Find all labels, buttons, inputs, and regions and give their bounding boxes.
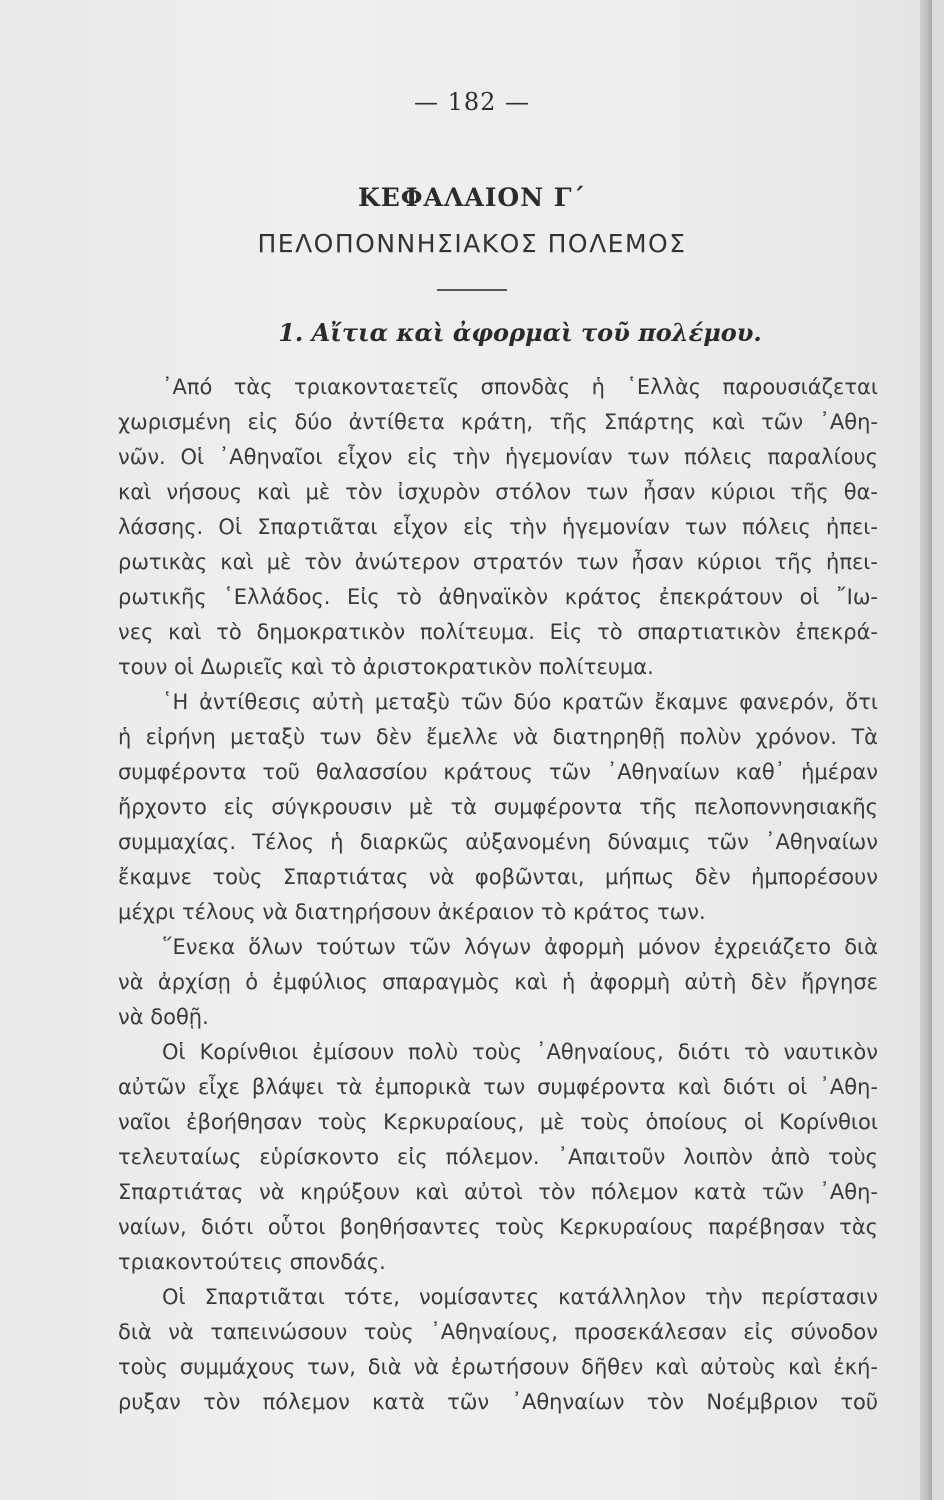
text-line: τελευταίως εὑρίσκοντο εἰς πόλεμον. ᾿Απαιτοῦν λοιπὸν ἀπὸ τοὺς [118, 1145, 878, 1169]
text-line: αὐτῶν εἶχε βλάψει τὰ ἐμπορικὰ των συμφέροντα καὶ διότι οἱ ᾿Αθη- [118, 1075, 878, 1099]
text-line: ρυξαν τὸν πόλεμον κατὰ τῶν ᾿Αθηναίων τὸν Νοέμβριον τοῦ [118, 1390, 878, 1414]
text-line: Οἱ Κορίνθιοι ἐμίσουν πολὺ τοὺς ᾿Αθηναίους, διότι τὸ ναυτικὸν [162, 1040, 878, 1064]
text-line: τουν οἱ Δωριεῖς καὶ τὸ ἀριστοκρατικὸν πολίτευμα. [118, 655, 654, 679]
text-line: τριακοντούτεις σπονδάς. [118, 1250, 386, 1274]
text-line: ναίων, διότι οὗτοι βοηθήσαντες τοὺς Κερκυραίους παρέβησαν τὰς [118, 1215, 878, 1239]
text-line: ῾Η ἀντίθεσις αὐτὴ μεταξὺ τῶν δύο κρατῶν ἔκαμνε φανερόν, ὅτι [162, 690, 878, 714]
text-line: νες καὶ τὸ δημοκρατικὸν πολίτευμα. Εἰς τὸ σπαρτιατικὸν ἐπεκρά- [118, 620, 878, 644]
text-line: νὰ ἀρχίσῃ ὁ ἐμφύλιος σπαραγμὸς καὶ ἡ ἀφορμὴ αὐτὴ δὲν ἤργησε [118, 970, 878, 994]
text-line: τοὺς συμμάχους των, διὰ νὰ ἐρωτήσουν δῆθεν καὶ αὐτοὺς καὶ ἐκή- [118, 1355, 878, 1379]
text-line: νῶν. Οἱ ᾿Αθηναῖοι εἶχον εἰς τὴν ἡγεμονίαν των πόλεις παραλίους [118, 445, 878, 469]
text-line: λάσσης. Οἱ Σπαρτιᾶται εἶχον εἰς τὴν ἡγεμονίαν των πόλεις ἠπει- [118, 515, 878, 539]
text-line: ῞Ενεκα ὅλων τούτων τῶν λόγων ἀφορμὴ μόνον ἐχρειάζετο διὰ [162, 935, 878, 959]
title-divider [437, 289, 507, 291]
text-line: ναῖοι ἐβοήθησαν τοὺς Κερκυραίους, μὲ τοὺς ὁποίους οἱ Κορίνθιοι [118, 1110, 878, 1134]
chapter-subtitle: ΠΕΛΟΠΟΝΝΗΣΙΑΚΟΣ ΠΟΛΕΜΟΣ [257, 229, 687, 258]
body-text [118, 370, 878, 1420]
text-line: ἤρχοντο εἰς σύγκρουσιν μὲ τὰ συμφέροντα τῆς πελοποννησιακῆς [118, 795, 878, 819]
page-edge [920, 0, 932, 1500]
text-line: νὰ δοθῇ. [118, 1005, 209, 1029]
text-line: συμφέροντα τοῦ θαλασσίου κράτους τῶν ᾿Αθηναίων καθ᾿ ἡμέραν [118, 760, 878, 784]
text-line: διὰ νὰ ταπεινώσουν τοὺς ᾿Αθηναίους, προσεκάλεσαν εἰς σύνοδον [118, 1320, 878, 1344]
page-number: — 182 — [413, 88, 531, 116]
text-line: χωρισμένη εἰς δύο ἀντίθετα κράτη, τῆς Σπάρτης καὶ τῶν ᾿Αθη- [118, 410, 878, 434]
text-line: ἔκαμνε τοὺς Σπαρτιάτας νὰ φοβῶνται, μήπως δὲν ἠμπορέσουν [118, 865, 878, 889]
text-line: ᾿Από τὰς τριακονταετεῖς σπονδὰς ἡ ῾Ελλὰς παρουσιάζεται [162, 375, 878, 399]
text-line: ρωτικὰς καὶ μὲ τὸν ἀνώτερον στρατόν των ἦσαν κύριοι τῆς ἠπει- [118, 550, 878, 574]
text-line: μέχρι τέλους νὰ διατηρήσουν ἀκέραιον τὸ κράτος των. [118, 900, 706, 924]
text-line: καὶ νήσους καὶ μὲ τὸν ἰσχυρὸν στόλον των ἦσαν κύριοι τῆς θα- [118, 480, 878, 504]
section-heading: 1. Αἴτια καὶ ἀφορμαὶ τοῦ πολέμου. [278, 318, 762, 347]
text-line: Οἱ Σπαρτιᾶται τότε, νομίσαντες κατάλληλον τὴν περίστασιν [162, 1285, 878, 1309]
text-line: ἡ εἰρήνη μεταξὺ των δὲν ἔμελλε νὰ διατηρηθῇ πολὺν χρόνον. Τὰ [118, 725, 878, 749]
chapter-title: ΚΕΦΑΛΑΙΟΝ Γ΄ [357, 183, 587, 212]
text-line: συμμαχίας. Τέλος ἡ διαρκῶς αὐξανομένη δύναμις τῶν ᾿Αθηναίων [118, 830, 878, 854]
text-line: Σπαρτιάτας νὰ κηρύξουν καὶ αὐτοὶ τὸν πόλεμον κατὰ τῶν ᾿Αθη- [118, 1180, 878, 1204]
text-line: ρωτικῆς ῾Ελλάδος. Εἰς τὸ ἀθηναϊκὸν κράτος ἐπεκράτουν οἱ ῎Ιω- [118, 585, 878, 609]
